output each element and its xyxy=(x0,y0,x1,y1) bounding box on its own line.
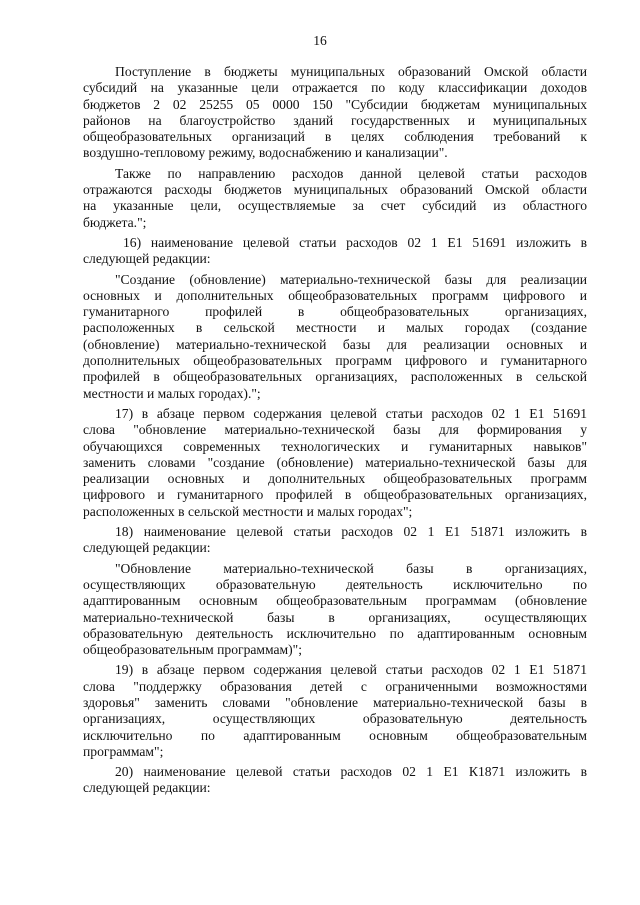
text-line: реализации основных и дополнительных общеобразовательных программ xyxy=(83,471,587,487)
paragraph xyxy=(83,166,587,231)
text-line: отражаются расходы бюджетов муниципальных образований Омской области xyxy=(83,182,587,198)
text-line: слова "обновление материально-технической базы для формирования у xyxy=(83,422,587,438)
paragraph xyxy=(83,272,587,402)
text-line: на указанные цели, осуществляемые за счет субсидий из областного xyxy=(83,198,587,214)
text-line: адаптированным основным общеобразовательным программам (обновление xyxy=(83,593,587,609)
text-line: слова "поддержку образования детей с ограниченными возможностями xyxy=(83,678,587,694)
text-line: воздушно-тепловому режиму, водоснабжению и канализации". xyxy=(83,145,448,161)
paragraph xyxy=(83,235,587,268)
text-line: 20) наименование целевой статьи расходов 02 1 Е1 К1871 изложить в xyxy=(115,764,587,780)
text-line: Также по направлению расходов данной целевой статьи расходов xyxy=(115,165,587,181)
text-line: осуществляющих образовательную деятельность исключительно по xyxy=(83,576,587,592)
text-line: бюджета."; xyxy=(83,214,147,230)
text-line: районов на благоустройство зданий государственных и муниципальных xyxy=(83,112,587,128)
text-line: расположенных в сельской местности и малых городах (создание xyxy=(83,320,587,336)
text-line: 16) наименование целевой статьи расходов 02 1 Е1 51691 изложить в xyxy=(123,234,587,250)
text-line: гуманитарного профилей в общеобразовательных организациях, xyxy=(83,304,587,320)
text-line: организациях, осуществляющих образовательную деятельность xyxy=(83,711,587,727)
paragraph xyxy=(83,64,587,162)
paragraph xyxy=(83,406,587,520)
text-line: субсидий на указанные цели отражается по коду классификации доходов xyxy=(83,80,587,96)
text-line: программам"; xyxy=(83,743,164,759)
text-line: дополнительных общеобразовательных программ цифрового и гуманитарного xyxy=(83,353,587,369)
paragraph xyxy=(83,662,587,760)
text-line: "Обновление материально-технической базы в организациях, xyxy=(115,560,587,576)
document-body xyxy=(83,64,587,797)
text-line: следующей редакции: xyxy=(83,251,211,267)
text-line: местности и малых городах)."; xyxy=(83,385,261,401)
text-line: цифрового и гуманитарного профилей в общеобразовательных организациях, xyxy=(83,487,587,503)
text-line: 19) в абзаце первом содержания целевой статьи расходов 02 1 Е1 51871 xyxy=(115,662,587,678)
page-number: 16 xyxy=(313,33,327,48)
text-line: 18) наименование целевой статьи расходов 02 1 Е1 51871 изложить в xyxy=(115,524,587,540)
text-line: обучающихся современных технологических и гуманитарных навыков" xyxy=(83,438,587,454)
text-line: здоровья" заменить словами "обновление материально-технической базы в xyxy=(83,694,587,710)
text-line: 17) в абзаце первом содержания целевой статьи расходов 02 1 Е1 51691 xyxy=(115,405,587,421)
text-line: следующей редакции: xyxy=(83,780,211,796)
text-line: образовательную деятельность исключительно по адаптированным основным xyxy=(83,625,587,641)
text-line: общеобразовательным программам)"; xyxy=(83,642,303,658)
text-line: следующей редакции: xyxy=(83,540,211,556)
text-line: общеобразовательных организаций в целях соблюдения требований к xyxy=(83,129,587,145)
text-line: материально-технической базы в организациях, осуществляющих xyxy=(83,609,587,625)
paragraph xyxy=(83,524,587,557)
paragraph xyxy=(83,561,587,659)
text-line: "Создание (обновление) материально-технической базы для реализации xyxy=(115,271,587,287)
text-line: бюджетов 2 02 25255 05 0000 150 "Субсидии бюджетам муниципальных xyxy=(83,96,587,112)
text-line: исключительно по адаптированным основным общеобразовательным xyxy=(83,727,587,743)
text-line: (обновление) материально-технической базы для реализации основных и xyxy=(83,336,587,352)
text-line: расположенных в сельской местности и малых городах"; xyxy=(83,503,413,519)
text-line: Поступление в бюджеты муниципальных образований Омской области xyxy=(115,64,587,79)
text-line: профилей в общеобразовательных организациях, расположенных в сельской xyxy=(83,369,587,385)
text-line: заменить словами "создание (обновление) материально-технической базы для xyxy=(83,454,587,470)
text-line: основных и дополнительных общеобразовательных программ цифрового и xyxy=(83,287,587,303)
paragraph xyxy=(83,764,587,797)
